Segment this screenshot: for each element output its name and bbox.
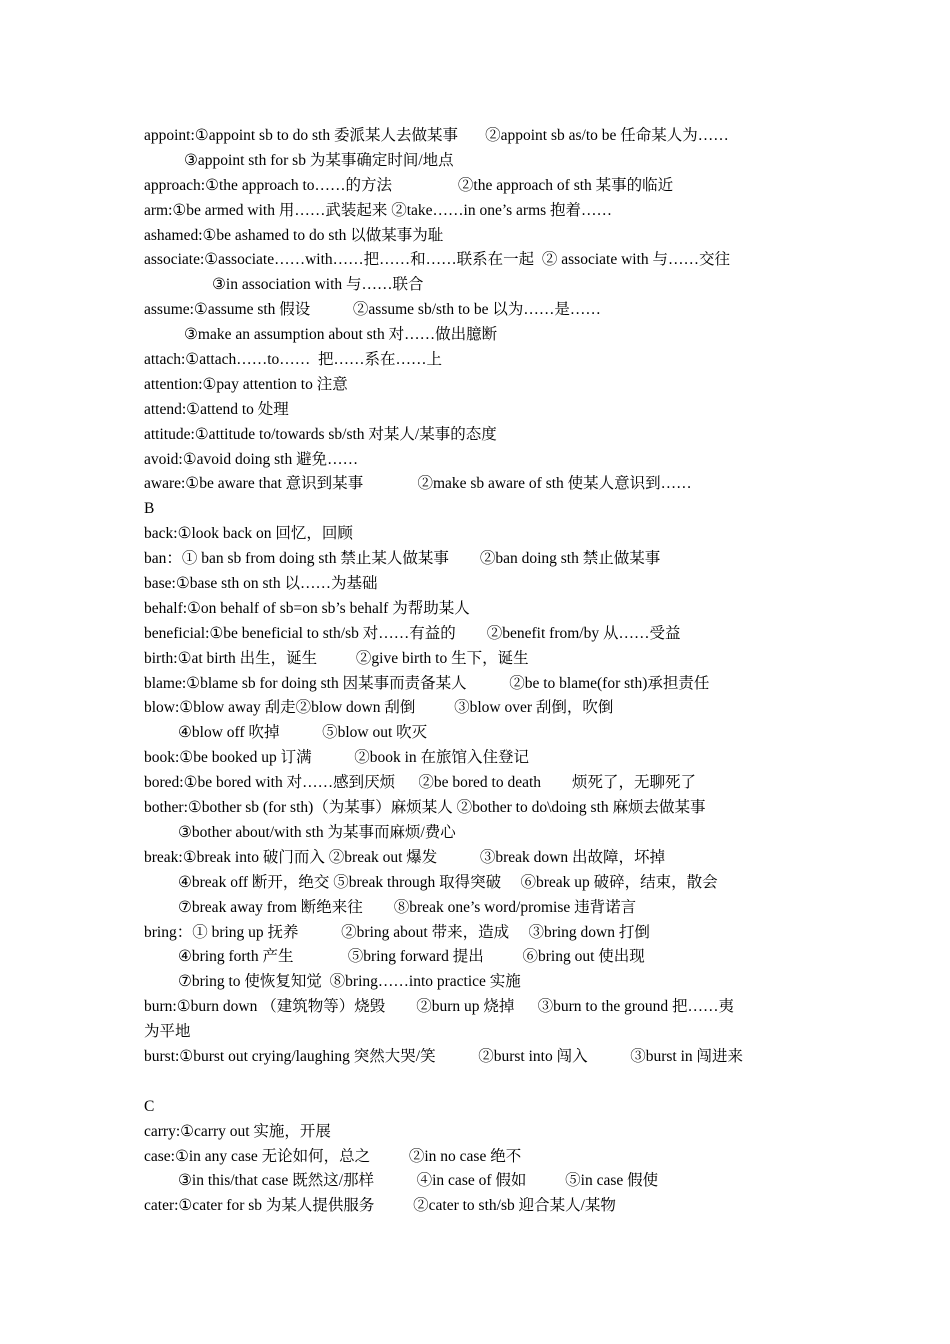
entry-break-cont-1: ④break off 断开，绝交 ⑤break through 取得突破 ⑥break up 破碎，结束，散会 [178, 873, 718, 891]
entry-cater: cater:①cater for sb 为某人提供服务 ②cater to sth/sb 迎合某人/某物 [144, 1197, 616, 1215]
entry-break-cont-2: ⑦break away from 断绝来往 ⑧break one’s word/promise 违背诺言 [178, 898, 637, 916]
entry-bother-cont: ③bother about/with sth 为某事而麻烦/费心 [178, 823, 456, 841]
entry-break: break:①break into 破门而入 ②break out 爆发 ③break down 出故障，坏掉 [144, 848, 665, 866]
entry-bother: bother:①bother sb (for sth)（为某事）麻烦某人 ②bother to do\doing sth 麻烦去做某事 [144, 799, 706, 817]
entry-arm: arm:①be armed with 用……武装起来 ②take……in one’s arms 抱着…… [144, 201, 613, 219]
entry-behalf: behalf:①on behalf of sb=on sb’s behalf 为帮助某人 [144, 599, 470, 617]
entry-burst: burst:①burst out crying/laughing 突然大哭/笑 ②burst into 闯入 ③burst in 闯进来 [144, 1047, 744, 1065]
section-heading-c: C [144, 1097, 155, 1115]
entry-beneficial: beneficial:①be beneficial to sth/sb 对……有益的 ②benefit from/by 从……受益 [144, 624, 681, 642]
entry-assume-cont: ③make an assumption about sth 对……做出臆断 [184, 326, 498, 344]
entry-birth: birth:①at birth 出生，诞生 ②give birth to 生下，诞生 [144, 649, 529, 667]
entry-attitude: attitude:①attitude to/towards sb/sth 对某人/某事的态度 [144, 425, 497, 443]
entry-case-cont: ③in this/that case 既然这/那样 ④in case of 假如 ⑤in case 假使 [178, 1172, 659, 1190]
entry-avoid: avoid:①avoid doing sth 避免…… [144, 450, 359, 468]
entry-blame: blame:①blame sb for doing sth 因某事而责备某人 ②be to blame(for sth)承担责任 [144, 674, 710, 692]
entry-attend: attend:①attend to 处理 [144, 400, 289, 418]
entry-ashamed: ashamed:①be ashamed to do sth 以做某事为耻 [144, 226, 444, 244]
entry-approach: approach:①the approach to……的方法 ②the approach of sth 某事的临近 [144, 176, 674, 194]
entry-bring-cont-1: ④bring forth 产生 ⑤bring forward 提出 ⑥bring out 使出现 [178, 948, 645, 966]
entry-appoint: appoint:①appoint sb to do sth 委派某人去做某事 ②appoint sb as/to be 任命某人为…… [144, 127, 729, 144]
section-heading-b: B [144, 500, 155, 518]
entry-case: case:①in any case 无论如何，总之 ②in no case 绝不 [144, 1147, 522, 1165]
entry-aware: aware:①be aware that 意识到某事 ②make sb aware of sth 使某人意识到…… [144, 475, 692, 493]
entry-burn-cont: 为平地 [144, 1023, 191, 1041]
entry-carry: carry:①carry out 实施，开展 [144, 1122, 331, 1140]
entry-ban: ban：① ban sb from doing sth 禁止某人做某事 ②ban doing sth 禁止做某事 [144, 550, 661, 568]
entry-back: back:①look back on 回忆，回顾 [144, 525, 353, 543]
entry-blow-cont: ④blow off 吹掉 ⑤blow out 吹灭 [178, 724, 428, 742]
entry-book: book:①be booked up 订满 ②book in 在旅馆入住登记 [144, 749, 530, 767]
entry-bored: bored:①be bored with 对……感到厌烦 ②be bored to death 烦死了，无聊死了 [144, 774, 697, 792]
entry-attach: attach:①attach……to…… 把……系在……上 [144, 351, 443, 369]
entry-blow: blow:①blow away 刮走②blow down 刮倒 ③blow over 刮倒，吹倒 [144, 699, 614, 717]
vocabulary-list [144, 124, 812, 1219]
entry-base: base:①base sth on sth 以……为基础 [144, 575, 378, 593]
entry-associate: associate:①associate……with……把……和……联系在一起 ② associate with 与……交往 [144, 251, 731, 269]
entry-bring-cont-2: ⑦bring to 使恢复知觉 ⑧bring……into practice 实施 [178, 973, 521, 991]
entry-associate-cont: ③in association with 与……联合 [212, 276, 424, 294]
entry-attention: attention:①pay attention to 注意 [144, 375, 348, 393]
entry-assume: assume:①assume sth 假设 ②assume sb/sth to be 以为……是…… [144, 301, 601, 319]
entry-appoint-cont: ③appoint sth for sb 为某事确定时间/地点 [184, 151, 454, 169]
blank-line [144, 1070, 812, 1095]
entry-burn: burn:①burn down （建筑物等）烧毁 ②burn up 烧掉 ③burn to the ground 把……夷 [144, 998, 734, 1016]
entry-bring: bring：① bring up 抚养 ②bring about 带来，造成 ③bring down 打倒 [144, 923, 650, 941]
